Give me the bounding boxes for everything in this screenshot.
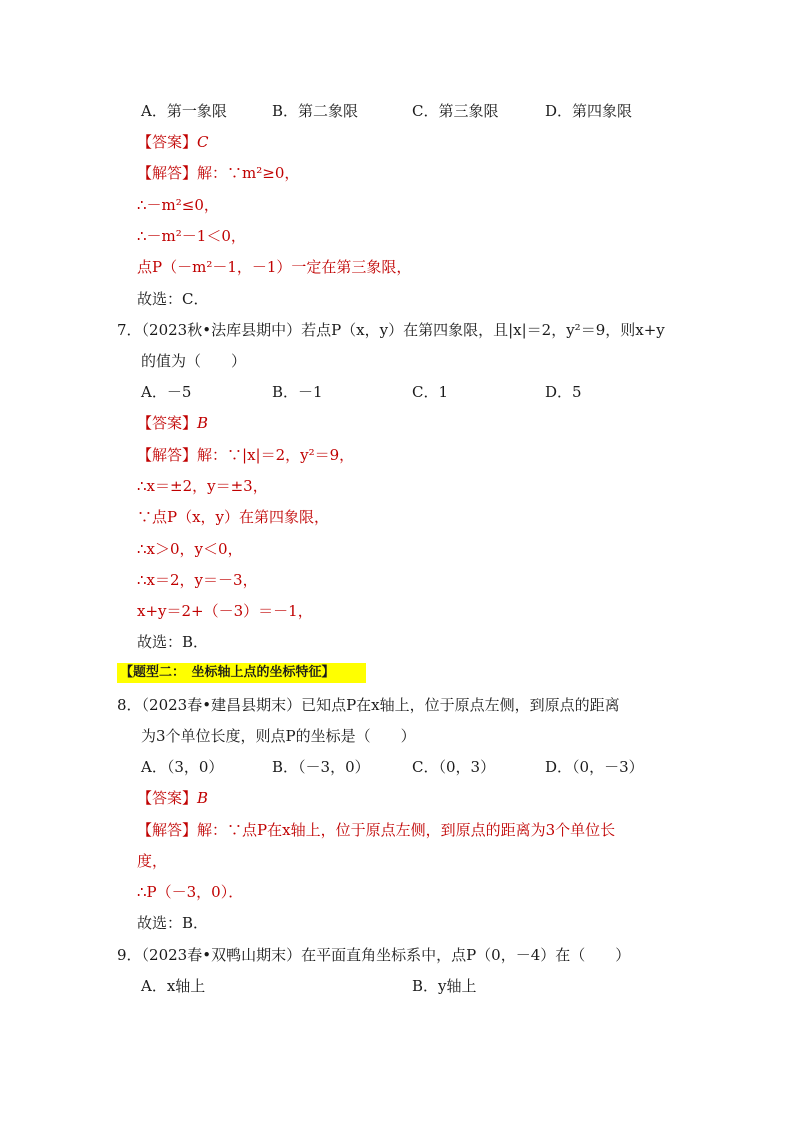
answer-value: B bbox=[197, 414, 209, 432]
q6-analysis-line-2: ∴－m²≤0， bbox=[137, 196, 219, 214]
q7-stem-line-1: 7．（2023秋•法库县期中）若点P（x，y）在第四象限，且|x|＝2，y²＝9，则x+y bbox=[117, 321, 665, 339]
q6-option-b: B．第二象限 bbox=[272, 102, 359, 120]
answer-value: C bbox=[197, 133, 209, 151]
q8-option-a: A．（3，0） bbox=[141, 758, 224, 776]
analysis-tag: 【解答】 bbox=[137, 821, 198, 839]
q6-analysis-line-5: 故选：C． bbox=[137, 290, 209, 308]
q6-answer bbox=[137, 131, 209, 153]
q7-analysis-line-2: ∴x＝±2，y＝±3， bbox=[137, 477, 268, 495]
q6-option-a: A．第一象限 bbox=[141, 102, 227, 120]
q8-option-d: D．（0，－3） bbox=[545, 758, 644, 776]
q7-option-b: B．－1 bbox=[272, 383, 323, 401]
q8-stem-line-1: 8．（2023春•建昌县期末）已知点P在x轴上，位于原点左侧，到原点的距离 bbox=[117, 696, 620, 714]
q9-stem-line-1: 9．（2023春•双鸭山期末）在平面直角坐标系中，点P（0，－4）在（ ） bbox=[117, 946, 631, 964]
q8-answer bbox=[137, 787, 208, 809]
q6-analysis-line-3: ∴－m²－1＜0， bbox=[137, 227, 246, 245]
analysis-tag: 【解答】 bbox=[137, 446, 198, 464]
q7-analysis-line-6: x+y＝2+（－3）＝－1， bbox=[137, 602, 313, 620]
q7-stem-line-2: 的值为（ ） bbox=[141, 352, 247, 370]
q8-analysis-line-3: ∴P（－3，0）． bbox=[137, 883, 244, 901]
q8-option-c: C．（0，3） bbox=[412, 758, 496, 776]
q7-analysis-line-7: 故选：B． bbox=[137, 633, 209, 651]
q7-analysis-line-4: ∴x＞0，y＜0， bbox=[137, 540, 243, 558]
q7-analysis-line-3: ∵点P（x，y）在第四象限， bbox=[137, 508, 330, 526]
q8-stem-line-2: 为3个单位长度，则点P的坐标是（ ） bbox=[141, 727, 416, 745]
q6-analysis-line-1 bbox=[137, 162, 299, 184]
analysis-text: 解：∵点P在x轴上，位于原点左侧，到原点的距离为3个单位长 bbox=[197, 821, 616, 839]
section-banner: 【题型二： 坐标轴上点的坐标特征】 bbox=[117, 663, 366, 683]
analysis-text: 解：∵|x|＝2，y²＝9， bbox=[197, 446, 355, 464]
q9-option-b: B．y轴上 bbox=[412, 977, 477, 995]
answer-value: B bbox=[197, 789, 209, 807]
q9-option-a: A．x轴上 bbox=[141, 977, 206, 995]
q8-analysis-line-4: 故选：B． bbox=[137, 914, 209, 932]
analysis-tag: 【解答】 bbox=[137, 164, 198, 182]
answer-tag: 【答案】 bbox=[137, 414, 198, 432]
q7-option-c: C．1 bbox=[412, 383, 449, 401]
q7-analysis-line-1 bbox=[137, 444, 354, 466]
answer-tag: 【答案】 bbox=[137, 789, 198, 807]
q8-analysis-line-1 bbox=[137, 819, 615, 841]
q8-analysis-line-2: 度， bbox=[137, 852, 168, 870]
q6-analysis-line-4: 点P（－m²－1，－1）一定在第三象限， bbox=[137, 258, 412, 276]
analysis-text: 解：∵m²≥0， bbox=[197, 164, 300, 182]
q7-answer bbox=[137, 412, 208, 434]
q7-option-d: D．5 bbox=[545, 383, 582, 401]
q6-option-c: C．第三象限 bbox=[412, 102, 499, 120]
q6-option-d: D．第四象限 bbox=[545, 102, 633, 120]
q7-option-a: A．－5 bbox=[141, 383, 192, 401]
q8-option-b: B．（－3，0） bbox=[272, 758, 370, 776]
q7-analysis-line-5: ∴x＝2，y＝－3， bbox=[137, 571, 258, 589]
answer-tag: 【答案】 bbox=[137, 133, 198, 151]
